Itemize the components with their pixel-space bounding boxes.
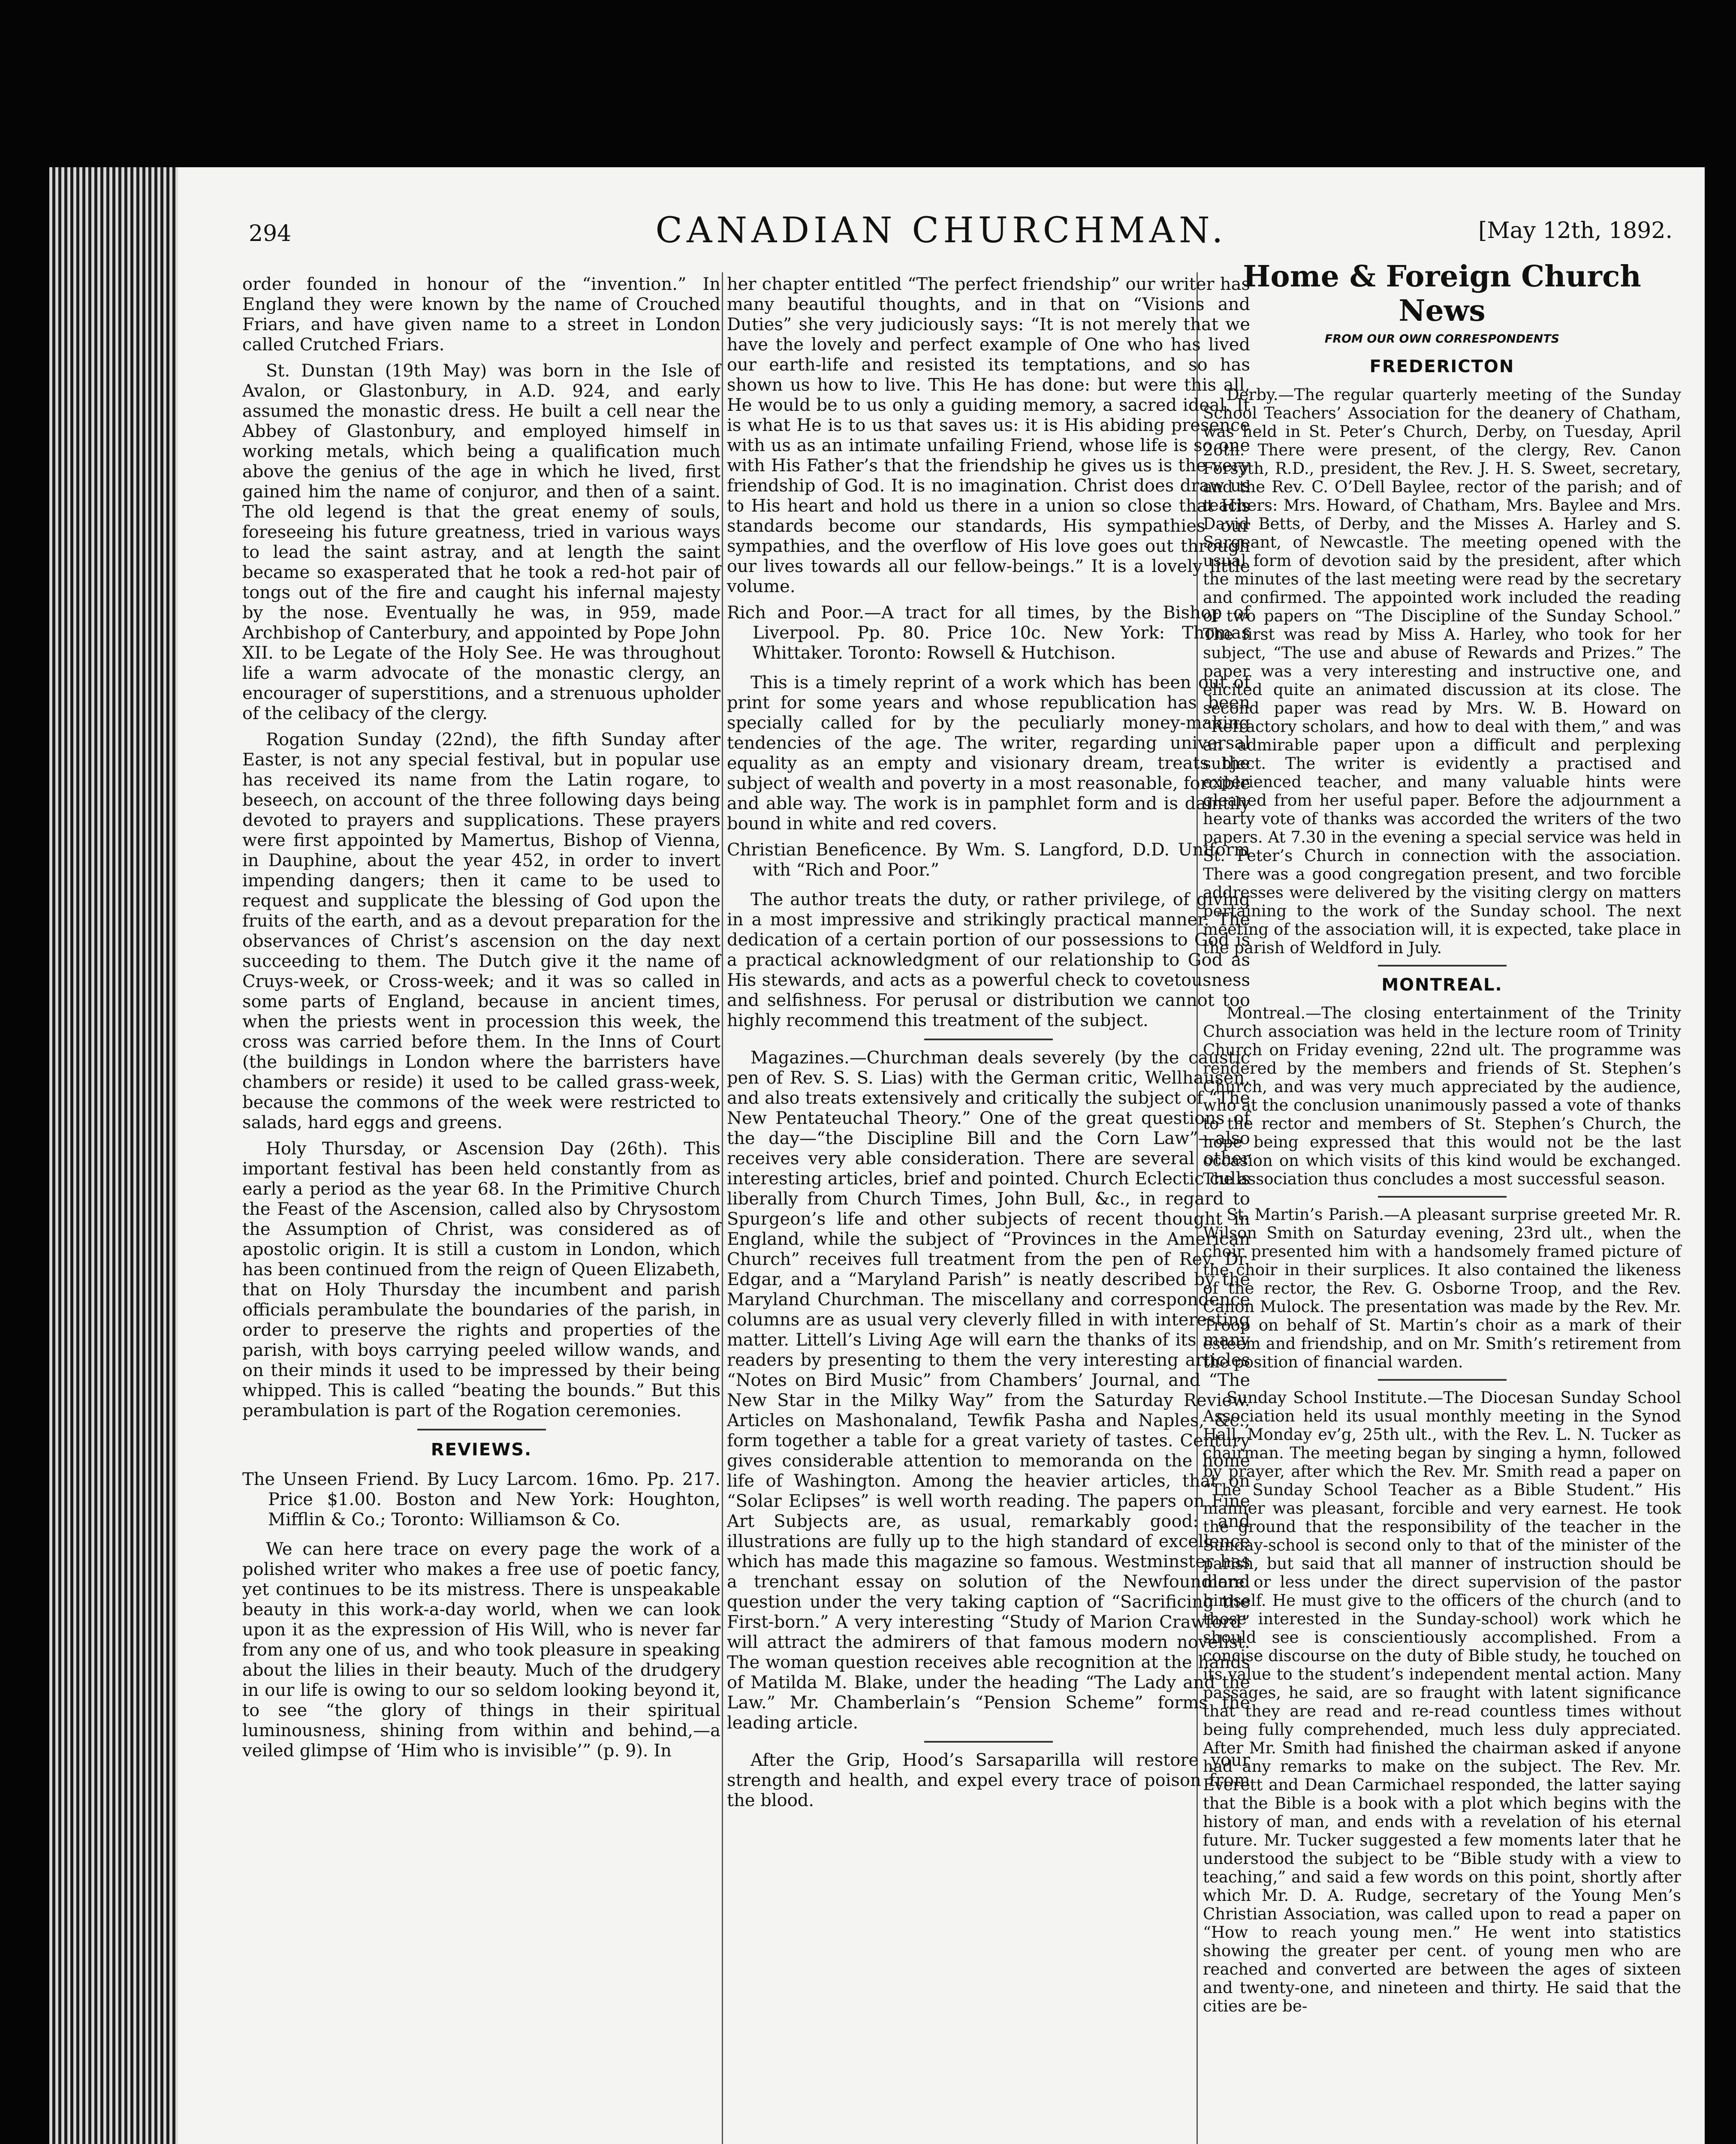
col3-paragraph-sunday-school: Sunday School Institute.—The Diocesan Sunday School Association held its usual monthly meeting in the Synod Hall, Monday ev’g, 25th ult., with the Rev. L. N. Tucker as chairman. The meeting began by singing a hymn, followed by prayer, after which the Rev. Mr. Smith read a paper on “The Sunday School Teacher as a Bible Student.” His manner was pleasant, forcible and very earnest. He took the ground that the responsibility of the teacher in the Sunday-school is second only to that of the minister of the parish, but said that all manner of instruction should be more or less under the direct supervision of the pastor himself. He must give to the officers of the church (and to those interested in the Sunday-school) work which he should see is conscientiously accomplished. From a concise discourse on the duty of Bible study, he touched on its value to the student’s independent mental action. Many passages, he said, are so fraught with latent significance that they are read and re-read countless times without being fully comprehended, much less duly appreciated. After Mr. Smith had finished the chairman asked if anyone had any remarks to make on the subject. The Rev. Mr. Everett and Dean Carmichael responded, the latter saying that the Bible is a book with a plot which begins with the history of man, and ends with a revelation of his eternal future. Mr. Tucker suggested a few moments later that he understood the subject to be “Bible study with a view to teaching,” and said a few words on this point, shortly after which Mr. D. A. Rudge, secretary of the Young Men’s Christian Association, was called upon to read a paper on “How to reach young men.” He went into statistics showing the greater per cent. of young men who are reached and converted are between the ages of sixteen and twenty-one, and nineteen and thirty. He said that the cities are be- <box>1203 1388 1681 2015</box>
book-listing-rich-and-poor: Rich and Poor.—A tract for all times, by the Bishop of Liverpool. Pp. 80. Price 10c. New York: Thomas Whittaker. Toronto: Rowsell & Hutchison. <box>727 603 1250 663</box>
book-page-edges <box>49 167 178 2144</box>
col2-paragraph-1: her chapter entitled “The perfect friendship” our writer has many beautiful thoughts, and in that on “Visions and Duties” she very judiciously says: “It is not merely that we have the lovely and perfect example of One who has lived our earth-life and resisted its temptations, and so has shown us how to live. This He has done: but were this all, He would be to us only a guiding memory, a sacred ideal. It is what He is to us that saves us: it is His abiding presence with us as an intimate unfailing Friend, whose life is so one with His Father’s that the friendship he gives us is the very friendship of God. It is no imagination. Christ does draw us to His heart and hold us there in a union so close that His standards become our standards, His sympathies our sympathies, and the overflow of His love goes out through our lives towards all our fellow-beings.” It is a lovely little volume. <box>727 274 1250 596</box>
church-news-title: Home & Foreign Church News <box>1243 259 1641 328</box>
col2-paragraph-2: This is a timely reprint of a work which has been out of print for some years and whose republication has been specially called for by the peculiarly money-making tendencies of the age. The writer, regarding universal equality as an empty and visionary dream, treats the subject of wealth and poverty in a most reasonable, forcible and able way. The work is in pamphlet form and is daintily bound in white and red covers. <box>727 673 1250 834</box>
column-divider-1 <box>722 272 723 2144</box>
col2-paragraph-magazines: Magazines.—Churchman deals severely (by the caustic pen of Rev. S. S. Lias) with the German critic, Wellhausen, and also treats extensively and critically the subject of “The New Pentateuchal Theory.” One of the great questions of the day—“the Discipline Bill and the Corn Law”—also receives very able consideration. There are several other interesting articles, brief and pointed. Church Eclectic culls liberally from Church Times, John Bull, &c., in regard to Spurgeon’s life and other subjects of recent thought in England, while the subject of “Provinces in the American Church” receives full treatment from the pen of Rev. Dr. Edgar, and a “Maryland Parish” is neatly described by the Maryland Churchman. The miscellany and correspondence columns are as usual very cleverly filled in with interesting matter. Littell’s Living Age will earn the thanks of its many readers by presenting to them the very interesting articles “Notes on Bird Music” from Chambers’ Journal, and “The New Star in the Milky Way” from the Saturday Review. Articles on Mashonaland, Tewfik Pasha and Naples, &c., form together a table for a great variety of tastes. Century gives considerable attention to memoranda on the home life of Washington. Among the heavier articles, that on “Solar Eclipses” is well worth reading. The papers on Fine Art Subjects are, as usual, remarkably good: and illustrations are fully up to the high standard of excellence which has made this magazine so famous. Westminster has a trenchant essay on solution of the Newfoundland question under the very taking caption of “Sacrificing the First-born.” A very interesting “Study of Marion Crawford” will attract the admirers of that famous modern novelist. The woman question receives able recognition at the hands of Matilda M. Blake, under the heading “The Lady and the Law.” Mr. Chamberlain’s “Pension Scheme” forms the leading article. <box>727 1048 1250 1733</box>
section-rule <box>417 1429 546 1430</box>
col3-paragraph-montreal: Montreal.—The closing entertainment of the Trinity Church association was held in the lecture room of Trinity Church on Friday evening, 22nd ult. The programme was rendered by the members and friends of St. Stephen’s Church, and was very much appreciated by the audience, who at the conclusion unanimously passed a vote of thanks to the rector and members of St. Stephen’s Church, the hope being expressed that this would not be the last occasion on which visits of this kind would be exchanged. The association thus concludes a most successful season. <box>1203 1004 1681 1188</box>
col1-paragraph-ascension: Holy Thursday, or Ascension Day (26th). This important festival has been held constantly from as early a period as the year 68. In the Primitive Church the Feast of the Ascension, called also by Chrysostom the Assumption of Christ, was considered as of apostolic origin. It is still a custom in London, which has been continued from the reign of Queen Elizabeth, that on Holy Thursday the incumbent and parish officials perambulate the boundaries of the parish, in order to preserve the rights and properties of the parish, with boys carrying peeled willow wands, and on their minds it used to be impressed by their being whipped. This is called “beating the bounds.” But this perambulation is part of the Rogation ceremonies. <box>242 1139 720 1421</box>
col1-paragraph-dunstan: St. Dunstan (19th May) was born in the Isle of Avalon, or Glastonbury, in A.D. 924, and early assumed the monastic dress. He built a cell near the Abbey of Glastonbury, and employed himself in working metals, which being a qualification much above the genius of the age in which he lived, first gained him the name of conjuror, and then of a saint. The old legend is that the great enemy of souls, foreseeing his future greatness, tried in various ways to lead the saint astray, and at length the saint became so exasperated that he took a red-hot pair of tongs out of the fire and caught his infernal majesty by the nose. Eventually he was, in 959, made Archbishop of Canterbury, and appointed by Pope John XII. to be Legate of the Holy See. He was throughout life a warm advocate of the monastic clergy, an encourager of superstitions, and a strenuous upholder of the celibacy of the clergy. <box>242 361 720 723</box>
issue-date: [May 12th, 1892. <box>1478 218 1673 244</box>
page-number: 294 <box>249 221 292 247</box>
column-1 <box>242 274 720 1767</box>
section-rule <box>924 1039 1053 1040</box>
col1-paragraph-review: We can here trace on every page the work of a polished writer who makes a free use of poetic fancy, yet continues to be its mistress. There is unspeakable beauty in this work-a-day world, when we can look upon it as the expression of His Will, who is never far from any one of us, and who took pleasure in speaking about the lilies in their beauty. Much of the drudgery in our life is owing to our so seldom looking beyond it, to see “the glory of things in their spiritual luminousness, shining from within and behind,—a veiled glimpse of ‘Him who is invisible’” (p. 9). In <box>242 1539 720 1761</box>
col1-paragraph-1: order founded in honour of the “invention.” In England they were known by the name of Crouched Friars, and have given name to a street in London called Crutched Friars. <box>242 274 720 355</box>
col3-paragraph-st-martins: St. Martin’s Parish.—A pleasant surprise greeted Mr. R. Wilson Smith on Saturday evening, 23rd ult., when the choir presented him with a handsomely framed picture of the choir in their surplices. It also contained the likeness of the rector, the Rev. G. Osborne Troop, and the Rev. Canon Mulock. The presentation was made by the Rev. Mr. Troop on behalf of St. Martin’s choir as a mark of their esteem and friendship, and on Mr. Smith’s retirement from the position of financial warden. <box>1203 1205 1681 1371</box>
col2-paragraph-3: The author treats the duty, or rather privilege, of giving in a most impressive and strikingly practical manner. The dedication of a certain portion of our possessions to God is a practical acknowledgment of our relationship to God as His stewards, and acts as a powerful check to covetousness and selfishness. For perusal or distribution we cannot too highly recommend this treatment of the subject. <box>727 890 1250 1030</box>
col3-paragraph-derby: Derby.—The regular quarterly meeting of the Sunday School Teachers’ Association for the deanery of Chatham, was held in St. Peter’s Church, Derby, on Tuesday, April 26th. There were present, of the clergy, Rev. Canon Forsyth, R.D., president, the Rev. J. H. S. Sweet, secretary, and the Rev. C. O’Dell Baylee, rector of the parish; and of teachers: Mrs. Howard, of Chatham, Mrs. Baylee and Mrs. David Betts, of Derby, and the Misses A. Harley and S. Sargeant, of Newcastle. The meeting opened with the usual form of devotion said by the president, after which the minutes of the last meeting were read by the secretary and confirmed. The appointed work included the reading of two papers on “The Discipline of the Sunday School.” The first was read by Miss A. Harley, who took for her subject, “The use and abuse of Rewards and Prizes.” The paper was a very interesting and instructive one, and elicited quite an animated discussion at its close. The second paper was read by Mrs. W. B. Howard on “Refractory scholars, and how to deal with them,” and was an admirable paper upon a difficult and perplexing subject. The writer is evidently a practised and experienced teacher, and many valuable hints were gleaned from her useful paper. Before the adjournment a hearty vote of thanks was accorded the writers of the two papers. At 7.30 in the evening a special service was held in St. Peter’s Church in connection with the association. There was a good congregation present, and two forcible addresses were delivered by the visiting clergy on matters pertaining to the work of the Sunday school. The next meeting of the association will, it is expected, take place in the parish of Weldford in July. <box>1203 385 1681 957</box>
column-2 <box>727 274 1250 1817</box>
section-rule <box>924 1741 1053 1743</box>
reviews-heading: REVIEWS. <box>431 1440 532 1460</box>
fredericton-heading: FREDERICTON <box>1369 357 1515 376</box>
newspaper-page <box>178 167 1705 2144</box>
newspaper-title: CANADIAN CHURCHMAN. <box>655 210 1227 251</box>
column-3 <box>1203 259 1681 2021</box>
montreal-heading: MONTREAL. <box>1381 975 1503 995</box>
section-rule <box>1378 1196 1507 1198</box>
section-rule <box>1378 965 1507 967</box>
col2-paragraph-advert: After the Grip, Hood’s Sarsaparilla will restore your strength and health, and expel every trace of poison from the blood. <box>727 1750 1250 1810</box>
section-rule <box>1378 1379 1507 1381</box>
church-news-subtitle: FROM OUR OWN CORRESPONDENTS <box>1324 332 1560 346</box>
col1-paragraph-rogation: Rogation Sunday (22nd), the fifth Sunday after Easter, is not any special festival, but in popular use has received its name from the Latin rogare, to beseech, on account of the three following days being devoted to prayers and supplications. These prayers were first appointed by Mamertus, Bishop of Vienna, in Dauphine, about the year 452, in order to invert impending dangers; then it came to be used to request and supplicate the blessing of God upon the fruits of the earth, and as a devout preparation for the observances of Christ’s ascension on the day next succeeding to them. The Dutch give it the name of Cruys-week, or Cross-week; and it was so called in some parts of England, because in ancient times, when the priests went in procession this week, the cross was carried before them. In the Inns of Court (the buildings in London where the barristers have chambers or reside) it used to be called grass-week, because the commons of the week were restricted to salads, hard eggs and greens. <box>242 730 720 1132</box>
book-listing-unseen-friend: The Unseen Friend. By Lucy Larcom. 16mo. Pp. 217. Price $1.00. Boston and New York: Houghton, Mifflin & Co.; Toronto: Williamson & Co. <box>242 1469 720 1530</box>
page-header <box>178 167 1705 249</box>
book-listing-christian-beneficence: Christian Beneficence. By Wm. S. Langford, D.D. Uniform with “Rich and Poor.” <box>727 840 1250 880</box>
